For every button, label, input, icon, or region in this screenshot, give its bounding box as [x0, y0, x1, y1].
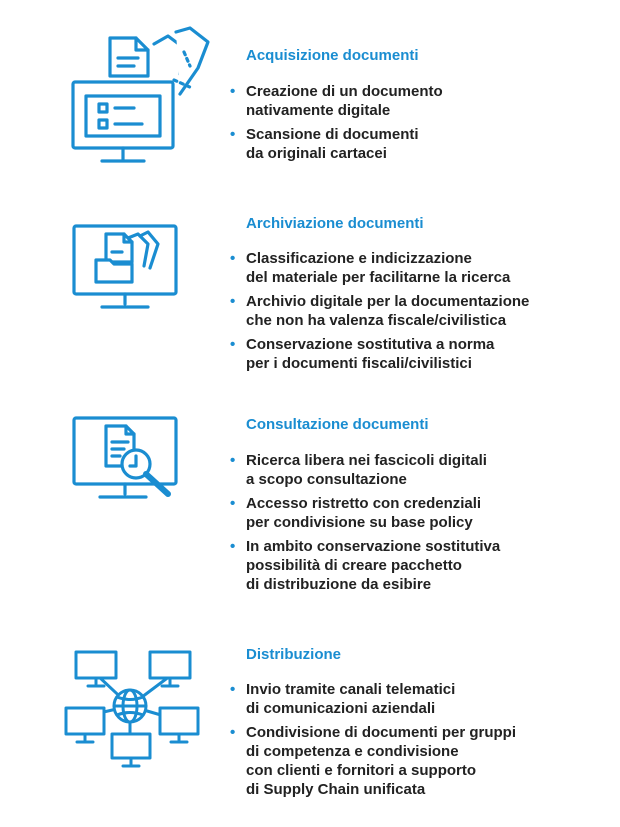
section-title: Archiviazione documenti	[246, 215, 424, 232]
network-globe-icon	[58, 646, 208, 776]
section-consultazione	[0, 400, 620, 630]
section-distribuzione	[0, 630, 620, 827]
monitor-with-documents-icon	[68, 26, 218, 171]
section-title: Acquisizione documenti	[246, 47, 419, 64]
list-item: • Classificazione e indicizzazione del materiale per facilitarne la ricerca	[230, 250, 511, 286]
list-item: • Accesso ristretto con credenziali per condivisione su base policy	[230, 495, 482, 531]
list-item: • Ricerca libera nei fascicoli digitali a scopo consultazione	[230, 452, 487, 488]
section-title: Distribuzione	[246, 646, 342, 663]
list-item: • Conservazione sostitutiva a norma per i documenti fiscali/civilistici	[230, 336, 495, 372]
section-title: Consultazione documenti	[246, 416, 429, 433]
list-item: • Archivio digitale per la documentazione che non ha valenza fiscale/civilistica	[230, 293, 530, 329]
monitor-with-folder-icon	[70, 222, 180, 317]
list-item: • Scansione di documenti da originali cartacei	[230, 126, 419, 162]
list-item: • In ambito conservazione sostitutiva possibilità di creare pacchetto di distribuzione da esibire	[230, 538, 501, 593]
section-archiviazione	[0, 200, 620, 400]
bullet-list	[230, 249, 610, 378]
section-acquisizione	[0, 0, 620, 200]
monitor-with-magnifier-icon	[70, 414, 190, 509]
bullet-list	[230, 82, 610, 168]
list-item: • Invio tramite canali telematici di comunicazioni aziendali	[230, 681, 456, 717]
list-item: • Condivisione di documenti per gruppi di competenza e condivisione con clienti e fornitori a supporto di Supply Chain unificata	[230, 724, 517, 798]
list-item: • Creazione di un documento nativamente digitale	[230, 83, 443, 119]
bullet-list	[230, 680, 610, 804]
bullet-list	[230, 451, 610, 599]
